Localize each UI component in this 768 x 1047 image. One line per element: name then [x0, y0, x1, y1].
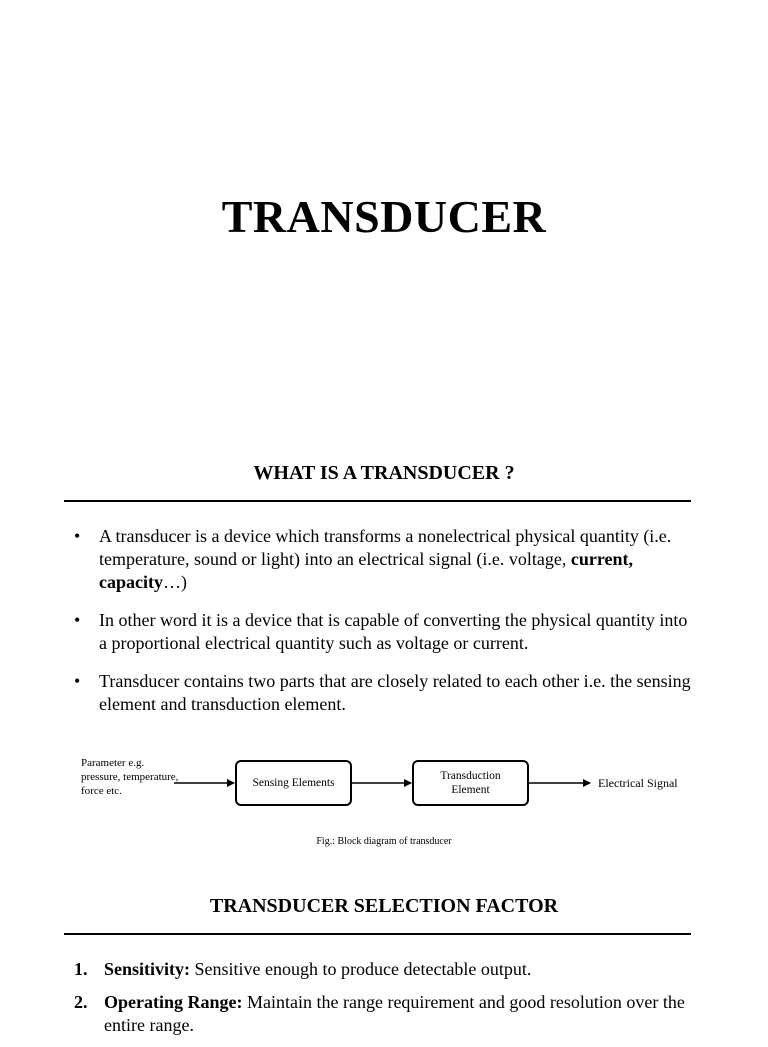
section-heading-what-is: WHAT IS A TRANSDUCER ?	[253, 462, 515, 484]
selection-factor-list	[74, 958, 699, 1047]
figure-caption: Fig.: Block diagram of transducer	[316, 836, 452, 847]
output-signal-label: Electrical Signal	[598, 776, 678, 790]
section-heading-selection-factor: TRANSDUCER SELECTION FACTOR	[209, 895, 559, 917]
factor-description: Sensitive enough to produce detectable output.	[190, 959, 532, 979]
bullet-marker: •	[74, 526, 81, 546]
sensing-elements-label: Sensing Elements	[252, 777, 335, 789]
factor-description: Maintain the range requirement and good resolution over the entire range.	[104, 992, 685, 1035]
bullet-item	[74, 670, 699, 716]
list-number: 2.	[74, 992, 88, 1012]
transduction-element-block	[412, 760, 529, 806]
bullet-item	[74, 525, 699, 594]
factor-label: Operating Range:	[104, 992, 243, 1012]
list-number: 1.	[74, 959, 88, 979]
block-diagram	[0, 745, 768, 855]
bullet-marker: •	[74, 671, 81, 691]
bullet-text: In other word it is a device that is capable of converting the physical quantity into a proportional electrical quantity such as voltage or current.	[99, 610, 688, 653]
input-parameter-label: Parameter e.g. pressure, temperature, force etc.	[81, 757, 179, 797]
bullet-marker: •	[74, 610, 81, 630]
section-divider	[64, 500, 691, 502]
section-divider	[64, 933, 691, 935]
bullet-item	[74, 609, 699, 655]
list-item	[74, 958, 699, 981]
factor-label: Sensitivity:	[104, 959, 191, 979]
sensing-elements-block	[235, 760, 352, 806]
bullet-text: A transducer is a device which transforms a nonelectrical physical quantity (i.e. temperature, sound or light) into an electrical signal (i.e. voltage,	[99, 526, 672, 569]
page-title: TRANSDUCER	[221, 191, 547, 242]
definition-bullet-list	[74, 525, 699, 731]
transduction-element-label: Transduction Element	[440, 770, 501, 796]
list-item	[74, 991, 699, 1037]
bullet-bold-text: current, capacity	[99, 549, 633, 592]
bullet-text-end: …)	[162, 572, 187, 592]
bullet-text: Transducer contains two parts that are closely related to each other i.e. the sensing element and transduction element.	[99, 671, 691, 714]
